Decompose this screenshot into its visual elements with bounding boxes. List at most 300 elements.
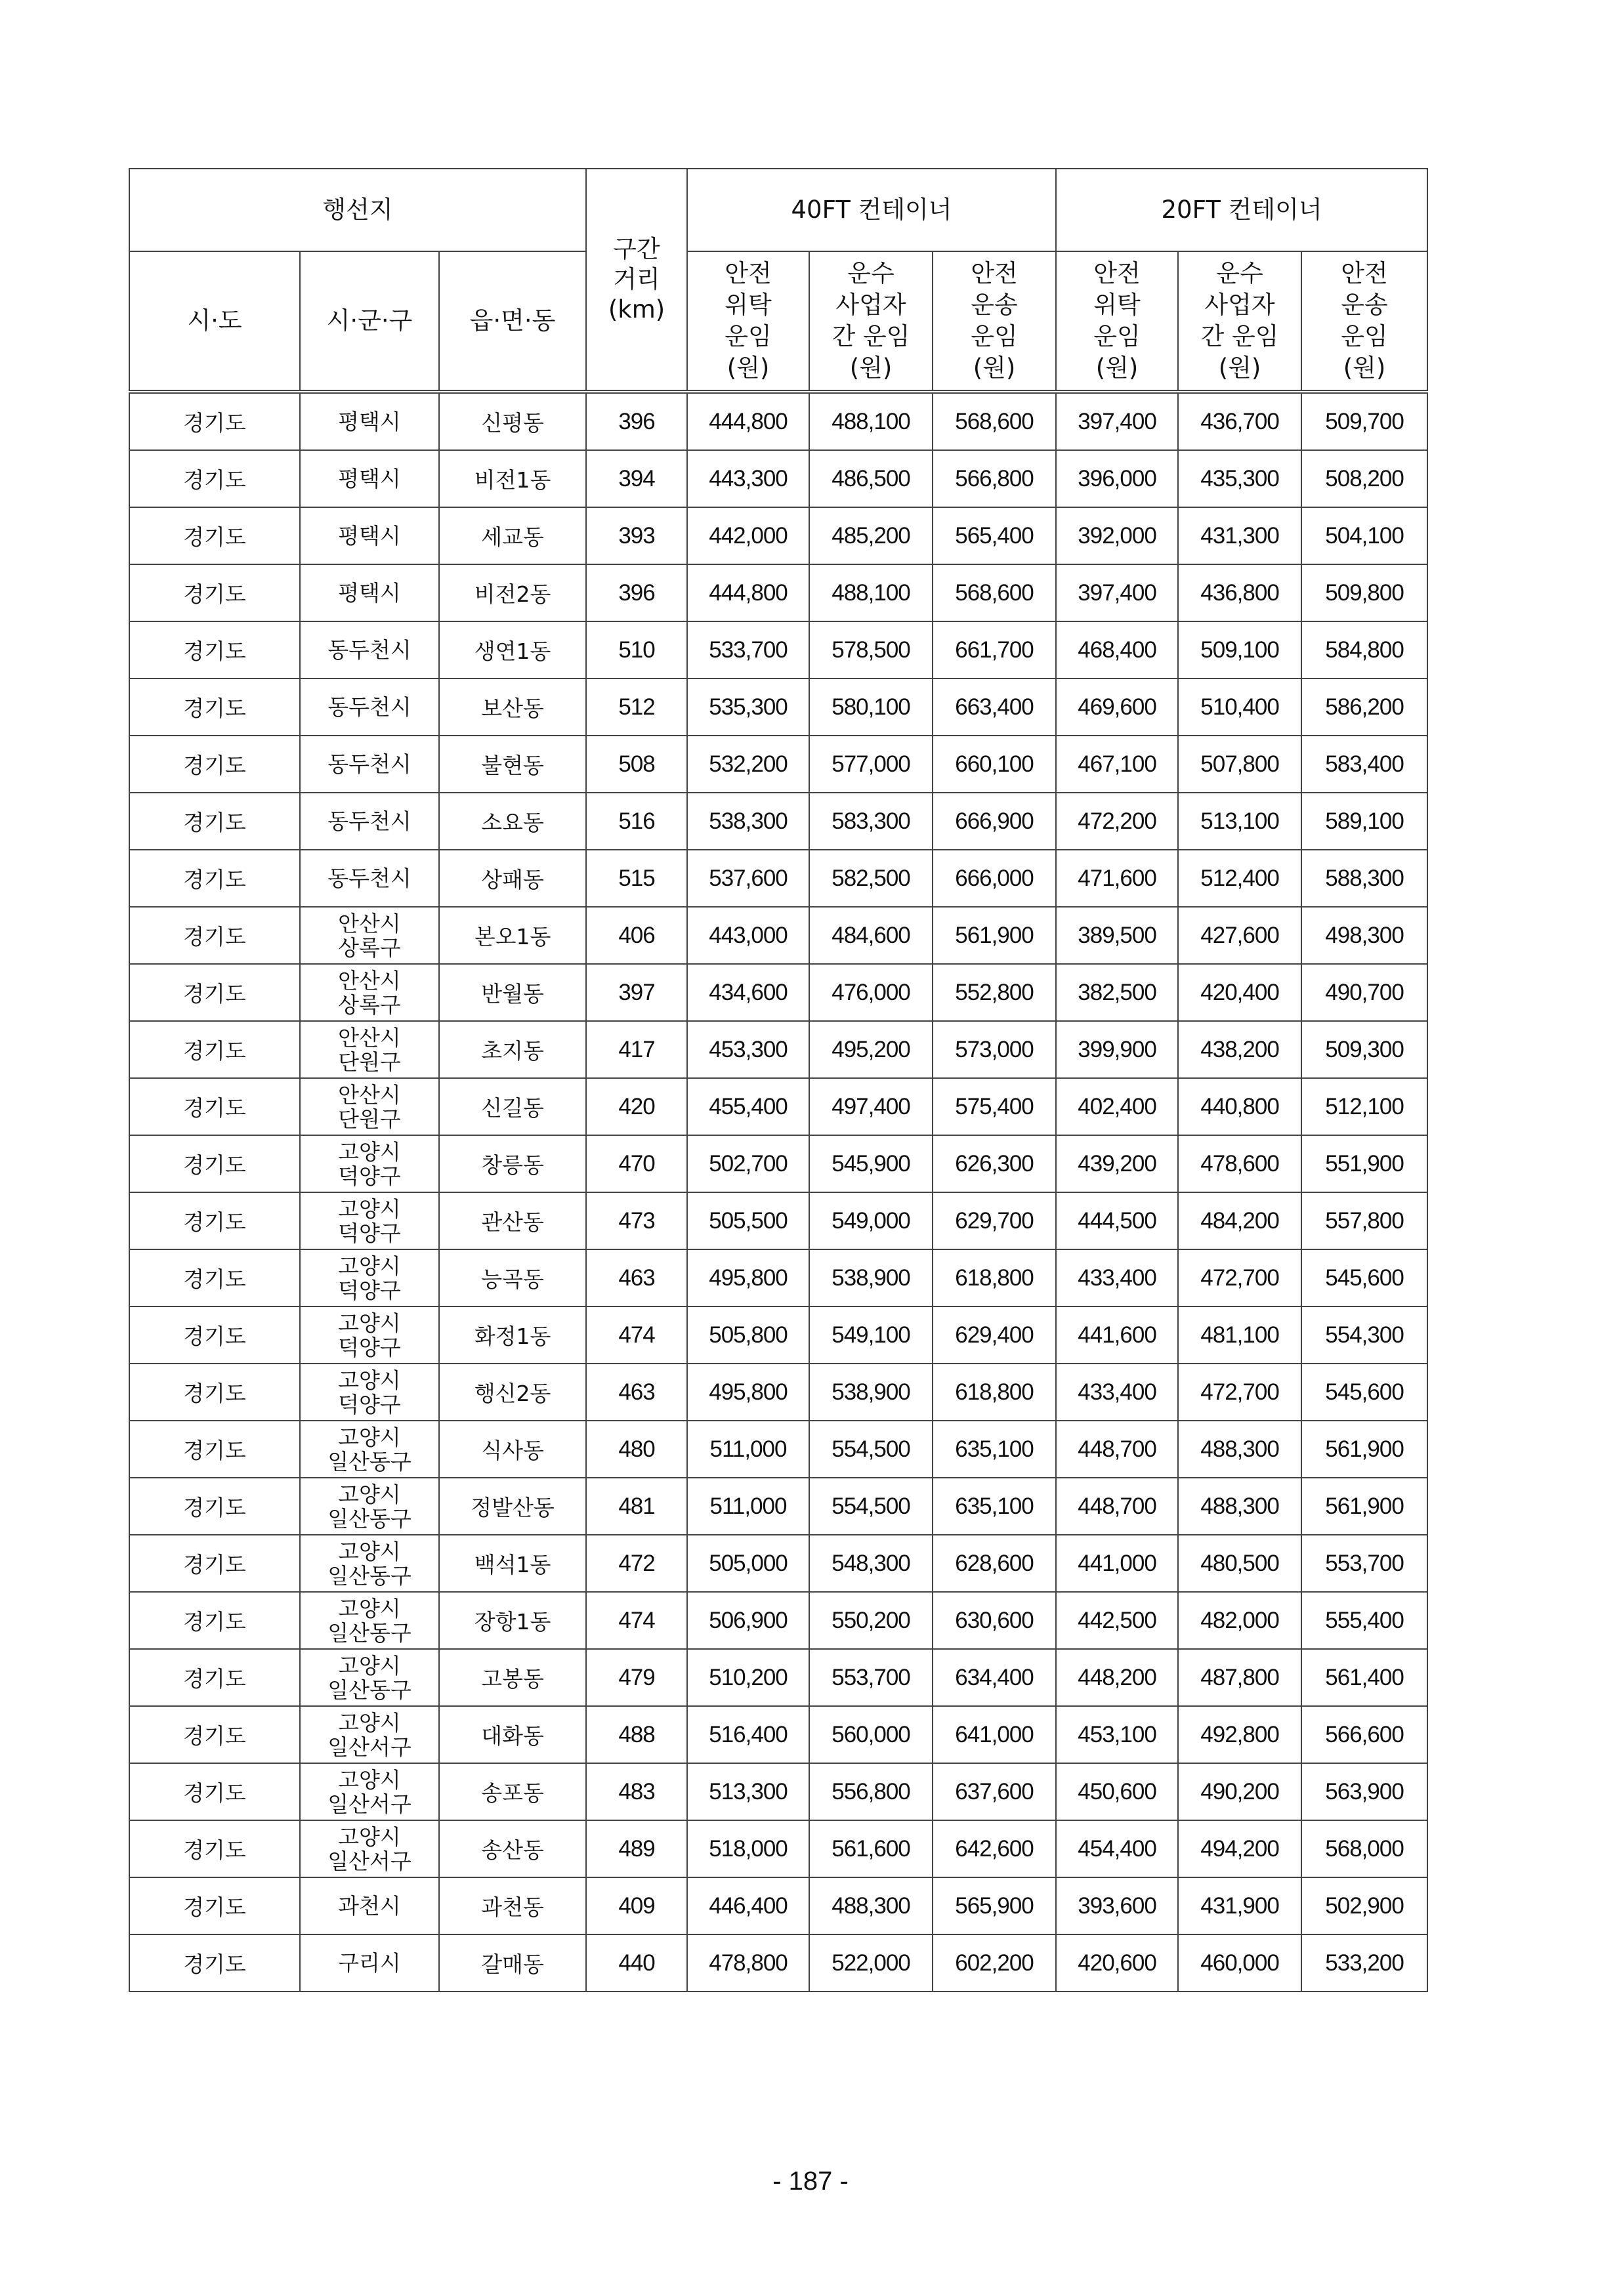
ft20-transport-rate-cell: 566,600 — [1301, 1706, 1427, 1763]
distance-cell: 417 — [586, 1021, 687, 1078]
ft40-between-rate-cell: 561,600 — [809, 1820, 933, 1877]
distance-cell: 396 — [586, 392, 687, 450]
eupmyeondong-cell: 세교동 — [439, 507, 586, 564]
ft20-transport-rate-cell: 508,200 — [1301, 450, 1427, 507]
ft40-transport-rate-cell: 628,600 — [933, 1535, 1056, 1592]
ft20-consign-rate-cell: 402,400 — [1056, 1078, 1178, 1135]
ft40-between-rate-cell: 583,300 — [809, 793, 933, 850]
table-row — [129, 793, 1427, 850]
ft20-between-rate-cell: 507,800 — [1178, 736, 1301, 793]
table-row — [129, 1021, 1427, 1078]
ft40-between-rate-cell: 556,800 — [809, 1763, 933, 1820]
distance-cell: 474 — [586, 1306, 687, 1364]
ft40-consign-rate-cell: 505,000 — [687, 1535, 809, 1592]
ft40-consign-rate-cell: 538,300 — [687, 793, 809, 850]
sido-cell: 경기도 — [129, 1078, 300, 1135]
ft40-transport-rate-cell: 618,800 — [933, 1249, 1056, 1306]
distance-cell: 473 — [586, 1192, 687, 1249]
ft20-consign-rate-cell: 467,100 — [1056, 736, 1178, 793]
sido-cell: 경기도 — [129, 1421, 300, 1478]
table-body — [129, 392, 1427, 1992]
eupmyeondong-cell: 과천동 — [439, 1877, 586, 1934]
table-row — [129, 1478, 1427, 1535]
ft20-consign-rate-cell: 469,600 — [1056, 678, 1178, 736]
ft20-transport-rate-cell: 533,200 — [1301, 1934, 1427, 1992]
ft40-consign-rate-cell: 532,200 — [687, 736, 809, 793]
sido-cell: 경기도 — [129, 1877, 300, 1934]
table-row — [129, 1535, 1427, 1592]
table-row — [129, 964, 1427, 1021]
ft40-between-rate-cell: 550,200 — [809, 1592, 933, 1649]
distance-cell: 394 — [586, 450, 687, 507]
sigungu-cell: 고양시 덕양구 — [300, 1306, 439, 1364]
sido-cell: 경기도 — [129, 1763, 300, 1820]
eupmyeondong-cell: 백석1동 — [439, 1535, 586, 1592]
sido-cell: 경기도 — [129, 1306, 300, 1364]
ft40-consign-rate-cell: 506,900 — [687, 1592, 809, 1649]
ft40-consign-rate-cell: 444,800 — [687, 392, 809, 450]
ft20-between-rate-cell: 488,300 — [1178, 1478, 1301, 1535]
ft40-consign-rate-cell: 443,000 — [687, 907, 809, 964]
table-row — [129, 678, 1427, 736]
sigungu-cell: 평택시 — [300, 450, 439, 507]
ft40-between-rate-cell: 538,900 — [809, 1364, 933, 1421]
distance-cell: 420 — [586, 1078, 687, 1135]
ft40-transport-rate-cell: 635,100 — [933, 1421, 1056, 1478]
ft20-between-rate-cell: 488,300 — [1178, 1421, 1301, 1478]
destination-header: 행선지 — [129, 169, 586, 251]
sido-cell: 경기도 — [129, 736, 300, 793]
ft20-consign-rate-cell: 468,400 — [1056, 621, 1178, 678]
ft40-between-rate-cell: 497,400 — [809, 1078, 933, 1135]
ft40-between-rate-cell: 486,500 — [809, 450, 933, 507]
sigungu-cell: 고양시 일산서구 — [300, 1706, 439, 1763]
distance-header: 구간 거리 (km) — [586, 169, 687, 392]
ft20-consign-rate-cell: 448,200 — [1056, 1649, 1178, 1706]
ft20-transport-rate-cell: 589,100 — [1301, 793, 1427, 850]
eupmyeondong-header: 읍·면·동 — [439, 251, 586, 392]
table-row — [129, 1763, 1427, 1820]
sido-cell: 경기도 — [129, 1649, 300, 1706]
ft40-consign-rate-header: 안전 위탁 운임 (원) — [687, 251, 809, 392]
table-row — [129, 1649, 1427, 1706]
eupmyeondong-cell: 생연1동 — [439, 621, 586, 678]
ft20-transport-rate-cell: 555,400 — [1301, 1592, 1427, 1649]
ft40-between-rate-header: 운수 사업자 간 운임 (원) — [809, 251, 933, 392]
ft40-consign-rate-cell: 511,000 — [687, 1478, 809, 1535]
distance-cell: 397 — [586, 964, 687, 1021]
eupmyeondong-cell: 화정1동 — [439, 1306, 586, 1364]
ft20-consign-rate-cell: 441,000 — [1056, 1535, 1178, 1592]
ft20-between-rate-cell: 472,700 — [1178, 1249, 1301, 1306]
sigungu-cell: 고양시 일산동구 — [300, 1478, 439, 1535]
ft40-consign-rate-cell: 444,800 — [687, 564, 809, 621]
ft20-transport-rate-cell: 498,300 — [1301, 907, 1427, 964]
ft40-between-rate-cell: 554,500 — [809, 1478, 933, 1535]
ft20-transport-rate-cell: 509,300 — [1301, 1021, 1427, 1078]
sido-cell: 경기도 — [129, 1364, 300, 1421]
ft20-consign-rate-cell: 420,600 — [1056, 1934, 1178, 1992]
sigungu-cell: 고양시 일산동구 — [300, 1649, 439, 1706]
ft40-transport-rate-cell: 568,600 — [933, 392, 1056, 450]
ft40-consign-rate-cell: 535,300 — [687, 678, 809, 736]
distance-cell: 406 — [586, 907, 687, 964]
ft40-between-rate-cell: 577,000 — [809, 736, 933, 793]
table-row — [129, 621, 1427, 678]
distance-cell: 488 — [586, 1706, 687, 1763]
ft20-consign-rate-cell: 441,600 — [1056, 1306, 1178, 1364]
sido-cell: 경기도 — [129, 1249, 300, 1306]
ft40-between-rate-cell: 560,000 — [809, 1706, 933, 1763]
ft20-between-rate-cell: 427,600 — [1178, 907, 1301, 964]
ft20-consign-rate-cell: 448,700 — [1056, 1421, 1178, 1478]
ft20-consign-rate-cell: 399,900 — [1056, 1021, 1178, 1078]
distance-cell: 480 — [586, 1421, 687, 1478]
ft40-consign-rate-cell: 442,000 — [687, 507, 809, 564]
ft40-between-rate-cell: 495,200 — [809, 1021, 933, 1078]
distance-cell: 474 — [586, 1592, 687, 1649]
sido-cell: 경기도 — [129, 1934, 300, 1992]
eupmyeondong-cell: 신평동 — [439, 392, 586, 450]
eupmyeondong-cell: 고봉동 — [439, 1649, 586, 1706]
ft40-between-rate-cell: 484,600 — [809, 907, 933, 964]
eupmyeondong-cell: 상패동 — [439, 850, 586, 907]
ft20-between-rate-cell: 478,600 — [1178, 1135, 1301, 1192]
ft20-transport-rate-cell: 545,600 — [1301, 1249, 1427, 1306]
ft40-between-rate-cell: 554,500 — [809, 1421, 933, 1478]
ft20-transport-rate-cell: 490,700 — [1301, 964, 1427, 1021]
table-row — [129, 1592, 1427, 1649]
sido-cell: 경기도 — [129, 1820, 300, 1877]
ft20-consign-rate-cell: 471,600 — [1056, 850, 1178, 907]
ft20-between-rate-cell: 435,300 — [1178, 450, 1301, 507]
ft20-transport-rate-cell: 584,800 — [1301, 621, 1427, 678]
ft40-transport-rate-header: 안전 운송 운임 (원) — [933, 251, 1056, 392]
ft40-consign-rate-cell: 510,200 — [687, 1649, 809, 1706]
ft20-transport-rate-header: 안전 운송 운임 (원) — [1301, 251, 1427, 392]
sido-cell: 경기도 — [129, 1021, 300, 1078]
ft40-transport-rate-cell: 575,400 — [933, 1078, 1056, 1135]
ft40-consign-rate-cell: 434,600 — [687, 964, 809, 1021]
ft40-consign-rate-cell: 446,400 — [687, 1877, 809, 1934]
ft20-between-rate-cell: 482,000 — [1178, 1592, 1301, 1649]
ft20-transport-rate-cell: 502,900 — [1301, 1877, 1427, 1934]
eupmyeondong-cell: 본오1동 — [439, 907, 586, 964]
sido-cell: 경기도 — [129, 392, 300, 450]
ft20-between-rate-cell: 480,500 — [1178, 1535, 1301, 1592]
ft20-between-rate-cell: 492,800 — [1178, 1706, 1301, 1763]
ft40-transport-rate-cell: 573,000 — [933, 1021, 1056, 1078]
ft20-between-rate-header: 운수 사업자 간 운임 (원) — [1178, 251, 1301, 392]
ft40-transport-rate-cell: 565,400 — [933, 507, 1056, 564]
ft40-transport-rate-cell: 629,700 — [933, 1192, 1056, 1249]
eupmyeondong-cell: 소요동 — [439, 793, 586, 850]
table-row — [129, 1820, 1427, 1877]
eupmyeondong-cell: 식사동 — [439, 1421, 586, 1478]
sigungu-cell: 과천시 — [300, 1877, 439, 1934]
ft40-transport-rate-cell: 629,400 — [933, 1306, 1056, 1364]
ft20-between-rate-cell: 484,200 — [1178, 1192, 1301, 1249]
ft40-consign-rate-cell: 495,800 — [687, 1249, 809, 1306]
sigungu-cell: 안산시 상록구 — [300, 907, 439, 964]
eupmyeondong-cell: 보산동 — [439, 678, 586, 736]
ft40-consign-rate-cell: 513,300 — [687, 1763, 809, 1820]
table-row — [129, 1706, 1427, 1763]
ft20-consign-rate-cell: 433,400 — [1056, 1364, 1178, 1421]
header-row-1 — [129, 169, 1427, 251]
ft20-consign-rate-cell: 389,500 — [1056, 907, 1178, 964]
ft20-between-rate-cell: 487,800 — [1178, 1649, 1301, 1706]
distance-cell: 508 — [586, 736, 687, 793]
ft40-consign-rate-cell: 502,700 — [687, 1135, 809, 1192]
ft20-between-rate-cell: 490,200 — [1178, 1763, 1301, 1820]
ft20-transport-rate-cell: 512,100 — [1301, 1078, 1427, 1135]
eupmyeondong-cell: 송산동 — [439, 1820, 586, 1877]
ft20-consign-rate-cell: 396,000 — [1056, 450, 1178, 507]
ft40-consign-rate-cell: 478,800 — [687, 1934, 809, 1992]
ft40-consign-rate-cell: 533,700 — [687, 621, 809, 678]
sido-cell: 경기도 — [129, 793, 300, 850]
ft20-transport-rate-cell: 551,900 — [1301, 1135, 1427, 1192]
distance-cell: 393 — [586, 507, 687, 564]
ft20-transport-rate-cell: 588,300 — [1301, 850, 1427, 907]
table-row — [129, 907, 1427, 964]
eupmyeondong-cell: 반월동 — [439, 964, 586, 1021]
table-row — [129, 1306, 1427, 1364]
ft20-between-rate-cell: 481,100 — [1178, 1306, 1301, 1364]
ft40-between-rate-cell: 549,000 — [809, 1192, 933, 1249]
sido-cell: 경기도 — [129, 1592, 300, 1649]
distance-cell: 409 — [586, 1877, 687, 1934]
sigungu-cell: 동두천시 — [300, 678, 439, 736]
ft20-between-rate-cell: 460,000 — [1178, 1934, 1301, 1992]
ft20-between-rate-cell: 509,100 — [1178, 621, 1301, 678]
ft40-between-rate-cell: 553,700 — [809, 1649, 933, 1706]
ft40-consign-rate-cell: 505,800 — [687, 1306, 809, 1364]
eupmyeondong-cell: 장항1동 — [439, 1592, 586, 1649]
sigungu-cell: 평택시 — [300, 564, 439, 621]
table-row — [129, 736, 1427, 793]
sigungu-cell: 고양시 덕양구 — [300, 1249, 439, 1306]
ft40-consign-rate-cell: 455,400 — [687, 1078, 809, 1135]
sido-cell: 경기도 — [129, 907, 300, 964]
sido-cell: 경기도 — [129, 1706, 300, 1763]
sigungu-cell: 고양시 일산동구 — [300, 1535, 439, 1592]
sigungu-cell: 고양시 덕양구 — [300, 1364, 439, 1421]
table-row — [129, 564, 1427, 621]
ft20-consign-rate-cell: 392,000 — [1056, 507, 1178, 564]
ft20-consign-rate-cell: 448,700 — [1056, 1478, 1178, 1535]
distance-cell: 489 — [586, 1820, 687, 1877]
distance-cell: 510 — [586, 621, 687, 678]
eupmyeondong-cell: 신길동 — [439, 1078, 586, 1135]
distance-cell: 483 — [586, 1763, 687, 1820]
sigungu-cell: 안산시 단원구 — [300, 1078, 439, 1135]
sigungu-cell: 동두천시 — [300, 850, 439, 907]
distance-cell: 463 — [586, 1364, 687, 1421]
ft20-consign-rate-cell: 472,200 — [1056, 793, 1178, 850]
eupmyeondong-cell: 송포동 — [439, 1763, 586, 1820]
ft20-transport-rate-cell: 561,900 — [1301, 1478, 1427, 1535]
sido-cell: 경기도 — [129, 850, 300, 907]
sigungu-cell: 평택시 — [300, 507, 439, 564]
ft20-between-rate-cell: 438,200 — [1178, 1021, 1301, 1078]
table-row — [129, 1877, 1427, 1934]
sido-cell: 경기도 — [129, 964, 300, 1021]
sido-cell: 경기도 — [129, 564, 300, 621]
sigungu-cell: 고양시 일산서구 — [300, 1820, 439, 1877]
table-row — [129, 1934, 1427, 1992]
ft20-consign-rate-cell: 439,200 — [1056, 1135, 1178, 1192]
ft40-transport-rate-cell: 561,900 — [933, 907, 1056, 964]
ft20-consign-rate-cell: 444,500 — [1056, 1192, 1178, 1249]
eupmyeondong-cell: 비전2동 — [439, 564, 586, 621]
sigungu-cell: 동두천시 — [300, 621, 439, 678]
sido-cell: 경기도 — [129, 1478, 300, 1535]
sigungu-cell: 안산시 상록구 — [300, 964, 439, 1021]
sido-cell: 경기도 — [129, 1135, 300, 1192]
ft20-consign-rate-cell: 397,400 — [1056, 564, 1178, 621]
eupmyeondong-cell: 정발산동 — [439, 1478, 586, 1535]
sido-cell: 경기도 — [129, 1192, 300, 1249]
distance-cell: 516 — [586, 793, 687, 850]
eupmyeondong-cell: 능곡동 — [439, 1249, 586, 1306]
ft40-consign-rate-cell: 516,400 — [687, 1706, 809, 1763]
header-row-2 — [129, 251, 1427, 392]
ft40-transport-rate-cell: 630,600 — [933, 1592, 1056, 1649]
table-row — [129, 1421, 1427, 1478]
ft40-transport-rate-cell: 661,700 — [933, 621, 1056, 678]
ft40-transport-rate-cell: 552,800 — [933, 964, 1056, 1021]
ft40-consign-rate-cell: 511,000 — [687, 1421, 809, 1478]
distance-cell: 481 — [586, 1478, 687, 1535]
ft20-between-rate-cell: 436,700 — [1178, 392, 1301, 450]
eupmyeondong-cell: 창릉동 — [439, 1135, 586, 1192]
table-row — [129, 1192, 1427, 1249]
distance-cell: 479 — [586, 1649, 687, 1706]
ft20-consign-rate-cell: 382,500 — [1056, 964, 1178, 1021]
table-row — [129, 450, 1427, 507]
sido-header: 시·도 — [129, 251, 300, 392]
ft40-header: 40FT 컨테이너 — [687, 169, 1056, 251]
ft20-transport-rate-cell: 554,300 — [1301, 1306, 1427, 1364]
ft40-transport-rate-cell: 618,800 — [933, 1364, 1056, 1421]
ft40-between-rate-cell: 488,300 — [809, 1877, 933, 1934]
sigungu-cell: 동두천시 — [300, 793, 439, 850]
eupmyeondong-cell: 비전1동 — [439, 450, 586, 507]
ft20-consign-rate-header: 안전 위탁 운임 (원) — [1056, 251, 1178, 392]
ft40-transport-rate-cell: 666,000 — [933, 850, 1056, 907]
ft20-between-rate-cell: 472,700 — [1178, 1364, 1301, 1421]
ft20-transport-rate-cell: 561,400 — [1301, 1649, 1427, 1706]
ft40-between-rate-cell: 549,100 — [809, 1306, 933, 1364]
ft40-between-rate-cell: 522,000 — [809, 1934, 933, 1992]
ft20-between-rate-cell: 513,100 — [1178, 793, 1301, 850]
table-row — [129, 392, 1427, 450]
ft20-transport-rate-cell: 509,800 — [1301, 564, 1427, 621]
ft20-between-rate-cell: 420,400 — [1178, 964, 1301, 1021]
ft40-between-rate-cell: 580,100 — [809, 678, 933, 736]
eupmyeondong-cell: 관산동 — [439, 1192, 586, 1249]
ft40-transport-rate-cell: 660,100 — [933, 736, 1056, 793]
ft40-transport-rate-cell: 568,600 — [933, 564, 1056, 621]
ft40-between-rate-cell: 488,100 — [809, 392, 933, 450]
ft40-between-rate-cell: 578,500 — [809, 621, 933, 678]
ft20-transport-rate-cell: 504,100 — [1301, 507, 1427, 564]
ft40-transport-rate-cell: 566,800 — [933, 450, 1056, 507]
ft20-consign-rate-cell: 433,400 — [1056, 1249, 1178, 1306]
eupmyeondong-cell: 초지동 — [439, 1021, 586, 1078]
sigungu-cell: 평택시 — [300, 392, 439, 450]
ft40-transport-rate-cell: 602,200 — [933, 1934, 1056, 1992]
ft40-consign-rate-cell: 537,600 — [687, 850, 809, 907]
distance-cell: 396 — [586, 564, 687, 621]
ft40-transport-rate-cell: 634,400 — [933, 1649, 1056, 1706]
sigungu-cell: 고양시 덕양구 — [300, 1135, 439, 1192]
sido-cell: 경기도 — [129, 678, 300, 736]
distance-cell: 515 — [586, 850, 687, 907]
sigungu-cell: 고양시 덕양구 — [300, 1192, 439, 1249]
sigungu-cell: 고양시 일산동구 — [300, 1421, 439, 1478]
sigungu-cell: 안산시 단원구 — [300, 1021, 439, 1078]
table-row — [129, 1364, 1427, 1421]
ft20-consign-rate-cell: 393,600 — [1056, 1877, 1178, 1934]
ft20-transport-rate-cell: 557,800 — [1301, 1192, 1427, 1249]
ft40-consign-rate-cell: 453,300 — [687, 1021, 809, 1078]
table-row — [129, 1249, 1427, 1306]
ft40-transport-rate-cell: 641,000 — [933, 1706, 1056, 1763]
distance-cell: 440 — [586, 1934, 687, 1992]
sido-cell: 경기도 — [129, 1535, 300, 1592]
sigungu-cell: 고양시 일산동구 — [300, 1592, 439, 1649]
ft20-transport-rate-cell: 586,200 — [1301, 678, 1427, 736]
ft20-consign-rate-cell: 454,400 — [1056, 1820, 1178, 1877]
sido-cell: 경기도 — [129, 621, 300, 678]
eupmyeondong-cell: 대화동 — [439, 1706, 586, 1763]
eupmyeondong-cell: 불현동 — [439, 736, 586, 793]
sigungu-header: 시·군·구 — [300, 251, 439, 392]
ft20-between-rate-cell: 431,900 — [1178, 1877, 1301, 1934]
ft20-between-rate-cell: 512,400 — [1178, 850, 1301, 907]
ft40-consign-rate-cell: 495,800 — [687, 1364, 809, 1421]
page-number: - 187 - — [772, 2167, 849, 2196]
ft20-transport-rate-cell: 545,600 — [1301, 1364, 1427, 1421]
sigungu-cell: 고양시 일산서구 — [300, 1763, 439, 1820]
ft40-between-rate-cell: 548,300 — [809, 1535, 933, 1592]
ft20-between-rate-cell: 494,200 — [1178, 1820, 1301, 1877]
freight-rate-table — [129, 168, 1428, 1992]
table-row — [129, 1078, 1427, 1135]
ft20-transport-rate-cell: 563,900 — [1301, 1763, 1427, 1820]
ft40-between-rate-cell: 485,200 — [809, 507, 933, 564]
sigungu-cell: 구리시 — [300, 1934, 439, 1992]
ft20-transport-rate-cell: 568,000 — [1301, 1820, 1427, 1877]
ft40-transport-rate-cell: 635,100 — [933, 1478, 1056, 1535]
ft40-between-rate-cell: 476,000 — [809, 964, 933, 1021]
ft20-between-rate-cell: 440,800 — [1178, 1078, 1301, 1135]
ft40-transport-rate-cell: 637,600 — [933, 1763, 1056, 1820]
distance-cell: 472 — [586, 1535, 687, 1592]
ft40-transport-rate-cell: 666,900 — [933, 793, 1056, 850]
ft40-transport-rate-cell: 626,300 — [933, 1135, 1056, 1192]
ft20-transport-rate-cell: 561,900 — [1301, 1421, 1427, 1478]
table-row — [129, 850, 1427, 907]
ft40-transport-rate-cell: 565,900 — [933, 1877, 1056, 1934]
ft40-between-rate-cell: 538,900 — [809, 1249, 933, 1306]
ft40-between-rate-cell: 545,900 — [809, 1135, 933, 1192]
ft40-consign-rate-cell: 443,300 — [687, 450, 809, 507]
ft20-transport-rate-cell: 509,700 — [1301, 392, 1427, 450]
